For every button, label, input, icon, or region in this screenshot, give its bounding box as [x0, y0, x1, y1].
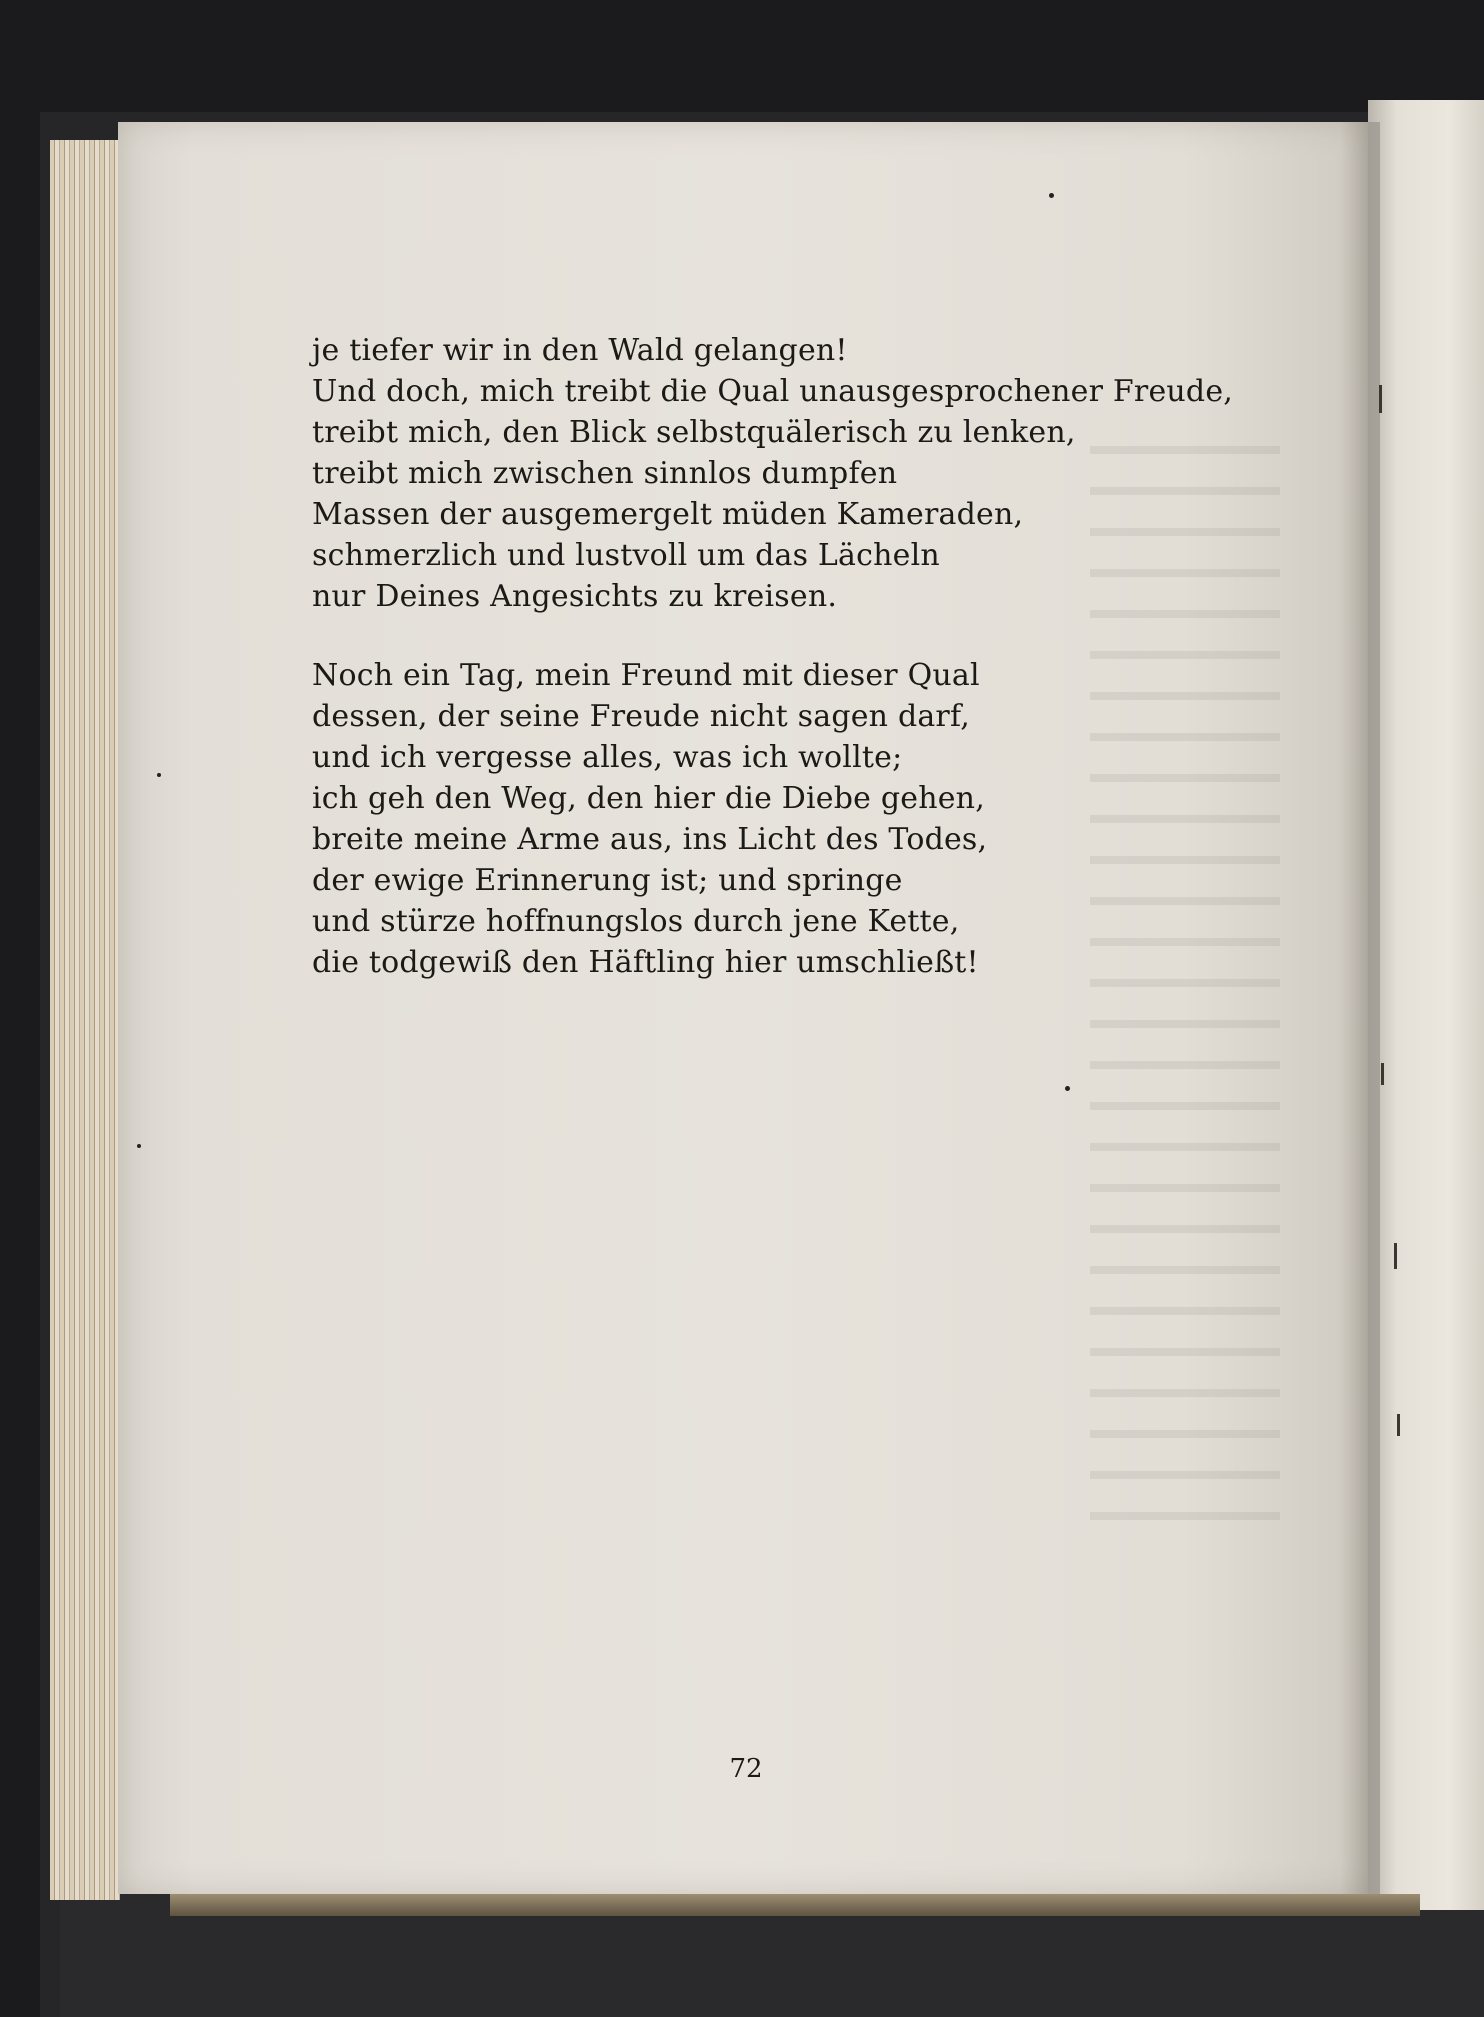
page-edge-mark	[1397, 1414, 1400, 1436]
poem-line: treibt mich zwischen sinnlos dumpfen	[312, 456, 898, 491]
poem-line: nur Deines Angesichts zu kreisen.	[312, 579, 838, 614]
gutter-shadow	[1340, 122, 1380, 1894]
page-bottom-edge	[170, 1894, 1420, 1916]
poem-line	[312, 983, 1252, 1024]
page-edge-mark	[1379, 385, 1382, 413]
poem-line: Und doch, mich treibt die Qual unausgesprochener Freude,	[312, 374, 1234, 409]
paper-speck	[157, 773, 161, 777]
paper-speck	[137, 1144, 141, 1148]
poem-line: schmerzlich und lustvoll um das Lächeln	[312, 538, 940, 573]
poem-line: die todgewiß den Häftling hier umschließt!	[312, 945, 979, 980]
poem-line: je tiefer wir in den Wald gelangen!	[312, 333, 848, 368]
poem-line: der ewige Erinnerung ist; und springe	[312, 863, 903, 898]
paper-speck	[1049, 193, 1054, 198]
poem-line: und ich vergesse alles, was ich wollte;	[312, 740, 903, 775]
poem-text	[312, 330, 1252, 1062]
stanza-1	[312, 330, 1252, 617]
poem-line: dessen, der seine Freude nicht sagen darf,	[312, 699, 970, 734]
poem-line: und stürze hoffnungslos durch jene Kette,	[312, 904, 960, 939]
page-edge-mark	[1381, 1063, 1384, 1085]
paper-speck	[1065, 1086, 1070, 1091]
stanza-2	[312, 655, 1252, 1024]
page-edge-mark	[1394, 1243, 1397, 1269]
poem-line: Massen der ausgemergelt müden Kameraden,	[312, 497, 1024, 532]
poem-line: treibt mich, den Blick selbstquälerisch zu lenken,	[312, 415, 1076, 450]
facing-page-edge	[1368, 100, 1484, 1910]
poem-line: Noch ein Tag, mein Freund mit dieser Qual	[312, 658, 980, 693]
page-number: 72	[729, 1754, 763, 1784]
poem-line: ich geh den Weg, den hier die Diebe gehen,	[312, 781, 985, 816]
page-edges	[50, 140, 120, 1900]
poem-line: breite meine Arme aus, ins Licht des Todes,	[312, 822, 988, 857]
